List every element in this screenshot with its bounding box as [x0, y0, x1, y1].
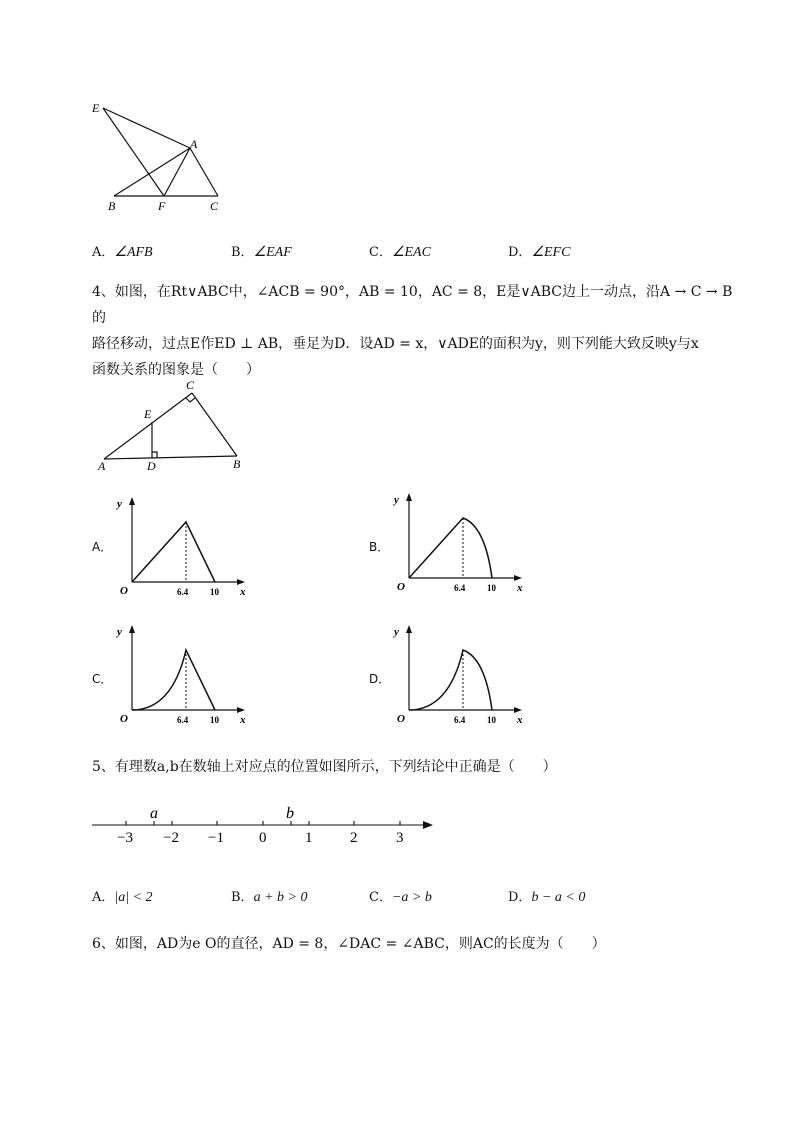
x-axis-label: x [240, 586, 246, 598]
tick-label: −1 [208, 830, 224, 846]
origin-label: O [397, 581, 405, 593]
q3-option-b[interactable] [231, 241, 292, 261]
option-letter: D． [508, 245, 532, 260]
y-axis-label: y [394, 626, 399, 638]
option-letter: B． [369, 540, 390, 554]
arrow-right-icon [423, 821, 433, 829]
y-axis-arrow-icon [129, 497, 135, 505]
y-axis-label: y [394, 494, 399, 506]
peak-x-tick-label: 6.4 [454, 715, 466, 725]
option-letter: A． [92, 890, 115, 905]
end-x-tick-label: 10 [210, 587, 219, 597]
y-axis-label: y [117, 626, 122, 638]
q4-line-2: 路径移动，过点E作ED ⊥ AB，垂足为D．设AD = x，∨ADE的面积为y，则下列能大致反映y与x [92, 336, 699, 352]
y-axis-arrow-icon [406, 625, 412, 633]
tick-label: −3 [117, 830, 133, 846]
number-line [90, 800, 440, 852]
q5-option-a[interactable] [92, 886, 153, 906]
y-axis-arrow-icon [406, 493, 412, 501]
origin-label: O [120, 585, 128, 597]
x-axis-label: x [240, 714, 246, 726]
option-letter: B． [231, 245, 254, 260]
option-letter: C． [369, 890, 392, 905]
point-label-a: A [190, 137, 198, 151]
graph-a [112, 494, 252, 604]
point-label-e: E [144, 407, 152, 421]
option-text: ∠EAF [253, 245, 292, 260]
tick-label: 2 [350, 830, 358, 846]
q4-graph-option-b[interactable] [369, 490, 529, 600]
q5-option-c[interactable] [369, 886, 432, 906]
q3-option-d[interactable] [508, 241, 570, 261]
origin-label: O [397, 713, 405, 725]
option-letter: C． [369, 245, 392, 260]
q3-option-a[interactable] [92, 241, 153, 261]
point-label-a: A [98, 459, 106, 473]
graph-c [112, 622, 252, 732]
q3-option-c[interactable] [369, 241, 431, 261]
function-curve [409, 518, 492, 578]
q4-line-1: 4、如图，在Rt∨ABC中，∠ACB = 90°，AB = 10，AC = 8，E是∨ABC边上一动点，沿A → C → B的 [92, 284, 733, 326]
y-axis-label: y [117, 498, 122, 510]
q5-option-b[interactable] [231, 886, 307, 906]
function-curve [409, 650, 492, 710]
point-label-b: B [233, 457, 241, 471]
tick-label: 3 [396, 830, 404, 846]
peak-x-tick-label: 6.4 [177, 715, 189, 725]
x-axis-arrow-icon [514, 575, 522, 581]
option-text: b − a < 0 [531, 890, 586, 905]
q5-stem: 5、有理数a,b在数轴上对应点的位置如图所示，下列结论中正确是（ ） [92, 759, 557, 775]
origin-label: O [120, 713, 128, 725]
point-b-label: b [286, 805, 294, 822]
tick-label: 0 [259, 830, 267, 846]
x-axis-label: x [517, 582, 523, 594]
graph-b [389, 490, 529, 600]
point-label-f: F [158, 199, 166, 213]
graph-d [389, 622, 529, 732]
end-x-tick-label: 10 [487, 583, 496, 593]
option-letter: C． [92, 672, 113, 686]
q6-stem: 6、如图，AD为e O的直径，AD = 8，∠DAC = ∠ABC，则AC的长度为（ ） [92, 936, 606, 952]
point-a-label: a [150, 805, 158, 822]
option-letter: A． [92, 245, 115, 260]
q4-line-3: 函数关系的图象是（ ） [92, 362, 260, 378]
tick-label: 1 [305, 830, 313, 846]
end-x-tick-label: 10 [210, 715, 219, 725]
option-text: ∠EAC [391, 245, 431, 260]
option-letter: D． [508, 890, 532, 905]
x-axis-arrow-icon [514, 707, 522, 713]
end-x-tick-label: 10 [487, 715, 496, 725]
option-letter: D． [369, 672, 391, 686]
q3-figure [88, 96, 238, 221]
q4-stem [92, 279, 742, 383]
point-label-c: C [210, 199, 219, 213]
tick-label: −2 [163, 830, 179, 846]
function-curve [132, 522, 215, 582]
option-text: a + b > 0 [253, 890, 308, 905]
x-axis-label: x [517, 714, 523, 726]
peak-x-tick-label: 6.4 [454, 583, 466, 593]
function-curve [132, 650, 215, 710]
x-axis-arrow-icon [237, 707, 245, 713]
option-text: |a| < 2 [114, 890, 153, 905]
option-text: −a > b [391, 890, 432, 905]
peak-x-tick-label: 6.4 [177, 587, 189, 597]
point-label-e: E [92, 101, 100, 115]
point-label-d: D [147, 459, 156, 473]
q4-triangle-figure [92, 376, 257, 476]
q4-graph-option-d[interactable] [369, 622, 529, 732]
q5-option-d[interactable] [508, 886, 585, 906]
option-letter: A． [92, 540, 113, 554]
x-axis-arrow-icon [237, 579, 245, 585]
option-text: ∠EFC [531, 245, 571, 260]
option-text: ∠AFB [114, 245, 153, 260]
point-label-b: B [108, 199, 116, 213]
point-label-c: C [186, 378, 195, 392]
option-letter: B． [231, 890, 254, 905]
q4-graph-option-c[interactable] [92, 622, 252, 732]
y-axis-arrow-icon [129, 625, 135, 633]
q4-graph-option-a[interactable] [92, 494, 252, 604]
